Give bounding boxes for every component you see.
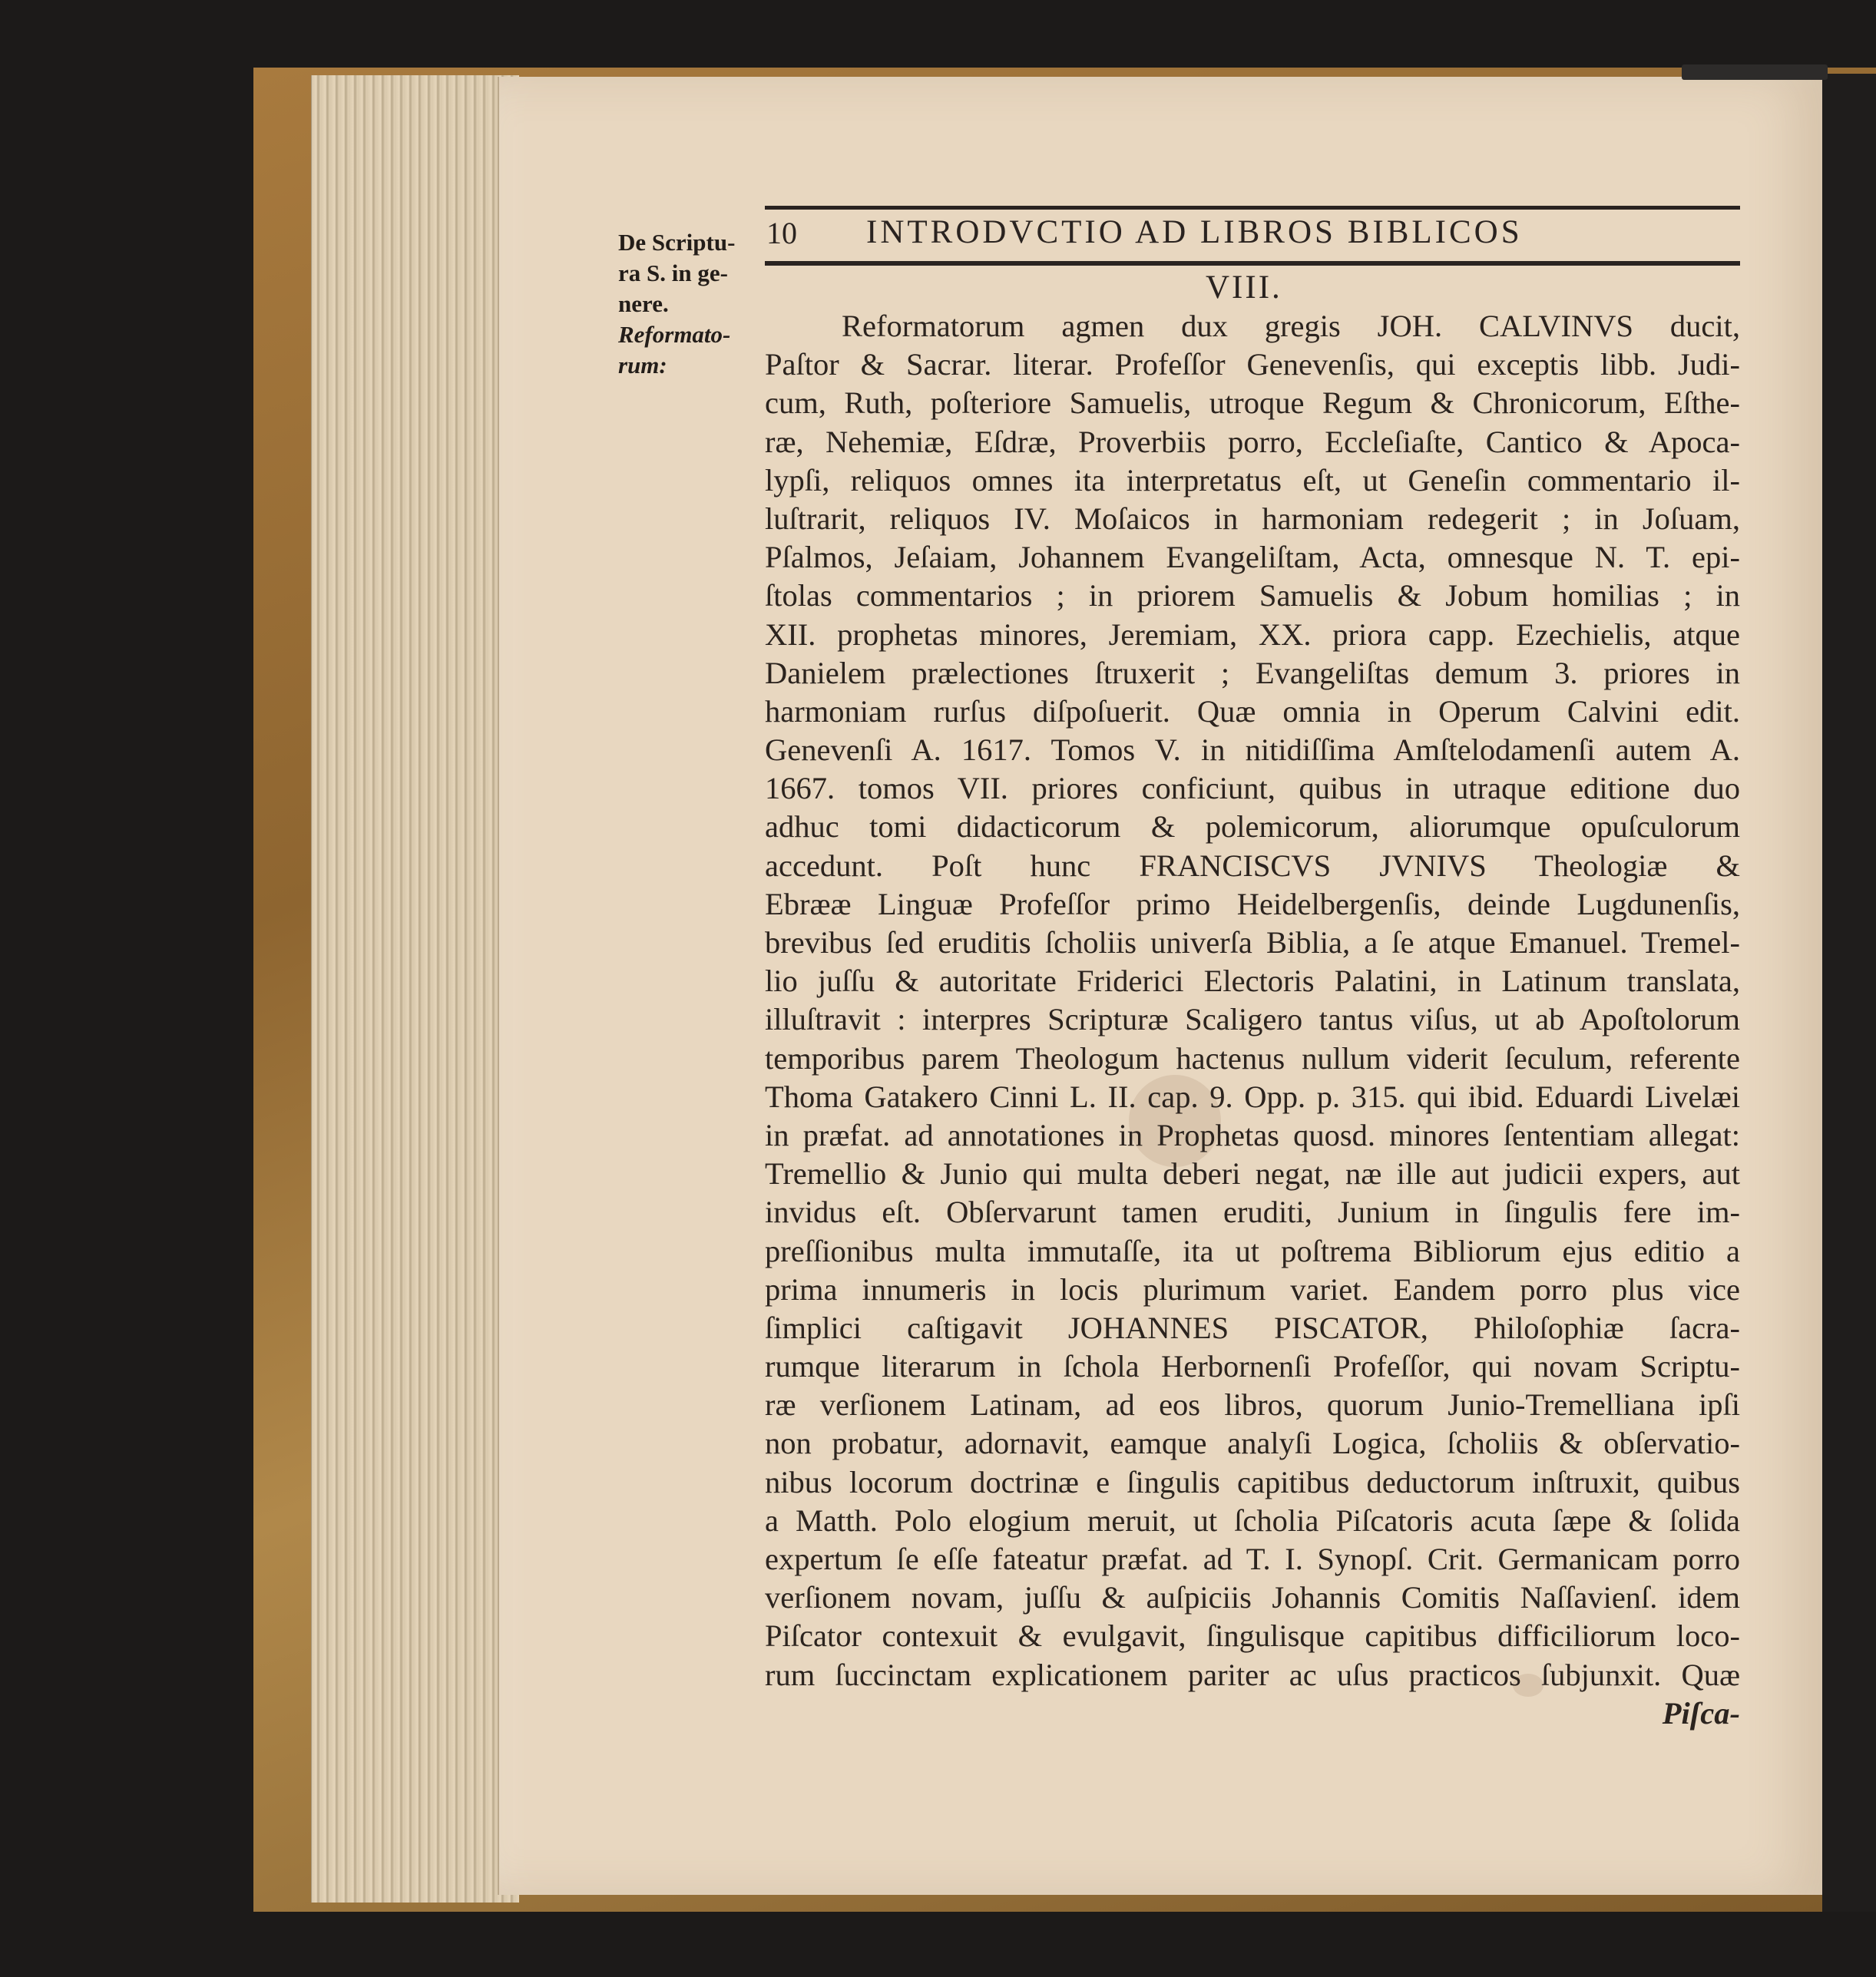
catchword: Piſca-: [1662, 1695, 1740, 1731]
header-rule-top: [765, 206, 1740, 210]
text-line: Reformatorum agmen dux gregis JOH. CALVINVS ducit,: [842, 309, 1740, 343]
text-line: non probatur, adornavit, eamque analyſi Logica, ſcholiis & obſervatio-: [765, 1426, 1740, 1461]
text-line: lypſi, reliquos omnes ita interpretatus eſt, ut Geneſin commentario il-: [765, 462, 1740, 498]
text-line: Tremellio & Junio qui multa deberi negat, næ ille aut judicii expers, aut: [765, 1156, 1740, 1192]
text-line: verſionem novam, juſſu & auſpiciis Johannis Comitis Naſſavienſ. idem: [765, 1580, 1740, 1615]
book-clip: [1682, 64, 1828, 80]
text-line: rumque literarum in ſchola Herbornenſi Profeſſor, qui novam Scriptu-: [765, 1349, 1740, 1384]
text-line: cum, Ruth, poſteriore Samuelis, utroque Regum & Chronicorum, Eſthe-: [765, 385, 1740, 421]
text-line: Ebrææ Linguæ Profeſſor primo Heidelbergenſis, deinde Lugdunenſis,: [765, 886, 1740, 921]
text-line: ræ verſionem Latinam, ad eos libros, quorum Junio-Tremelliana ipſi: [765, 1387, 1740, 1423]
running-head: [765, 213, 1740, 255]
margin-note-line: nere.: [618, 290, 669, 317]
margin-note-line: Reformato-: [618, 321, 731, 348]
text-line: Danielem prælectiones ſtruxerit ; Evangeliſtas demum 3. priores in: [765, 655, 1740, 690]
page-edges: [311, 75, 519, 1903]
margin-note-line: ra S. in ge-: [618, 260, 728, 286]
text-line: nibus locorum doctrinæ e ſingulis capitibus deductorum inſtruxit, quibus: [765, 1464, 1740, 1499]
margin-note: [618, 227, 756, 381]
text-line: Thoma Gatakero Cinni L. II. cap. 9. Opp. p. 315. qui ibid. Eduardi Livelæi: [765, 1079, 1740, 1114]
text-line: expertum ſe eſſe fateatur præfat. ad T. I. Synopſ. Crit. Germanicam porro: [765, 1542, 1740, 1576]
text-line: 1667. tomos VII. priores conficiunt, quibus in utraque editione duo: [765, 771, 1740, 806]
page-number: 10: [766, 216, 797, 250]
text-line: Genevenſi A. 1617. Tomos V. in nitidiſſima Amſtelodamenſi autem A.: [765, 732, 1740, 768]
text-line: XII. prophetas minores, Jeremiam, XX. priora capp. Ezechielis, atque: [765, 617, 1740, 652]
text-line: accedunt. Poſt hunc FRANCISCVS JVNIVS Theologiæ &: [765, 848, 1740, 883]
text-line: ræ, Nehemiæ, Eſdræ, Proverbiis porro, Eccleſiaſte, Cantico & Apoca-: [765, 424, 1740, 459]
text-line: Pſalmos, Jeſaiam, Johannem Evangeliſtam, Acta, omnesque N. T. epi-: [765, 540, 1740, 575]
text-line: in præfat. ad annotationes in Prophetas quosd. minores ſententiam allegat:: [765, 1117, 1740, 1152]
text-line: brevibus ſed eruditis ſcholiis univerſa Biblia, a ſe atque Emanuel. Tremel-: [765, 925, 1740, 960]
text-line: preſſionibus multa immutaſſe, ita ut poſtrema Bibliorum ejus editio a: [765, 1233, 1740, 1268]
text-line: a Matth. Polo elogium meruit, ut ſcholia Piſcatoris acuta ſæpe & ſolida: [765, 1503, 1740, 1538]
text-line: Piſcator contexuit & evulgavit, ſingulisque capitibus difficiliorum loco-: [765, 1618, 1740, 1654]
text-line: temporibus parem Theologum hactenus nullum viderit ſeculum, referente: [765, 1040, 1740, 1076]
text-line: Paſtor & Sacrar. literar. Profeſſor Genevenſis, qui exceptis libb. Judi-: [765, 347, 1740, 382]
running-title: INTRODVCTIO AD LIBROS BIBLICOS: [866, 214, 1523, 250]
text-line: adhuc tomi didacticorum & polemicorum, aliorumque opuſculorum: [765, 809, 1740, 845]
text-line: rum ſuccinctam explicationem pariter ac uſus practicos ſubjunxit. Quæ: [765, 1657, 1740, 1692]
body-text: [765, 307, 1740, 1733]
text-line: ſtolas commentarios ; in priorem Samuelis & Jobum homilias ; in: [765, 578, 1740, 613]
text-line: harmoniam rurſus diſpoſuerit. Quæ omnia in Operum Calvini edit.: [765, 693, 1740, 729]
text-line: ſimplici caſtigavit JOHANNES PISCATOR, Philoſophiæ ſacra-: [765, 1310, 1740, 1345]
right-page-edge: [1822, 74, 1876, 1912]
margin-note-line: De Scriptu-: [618, 229, 736, 256]
text-line: invidus eſt. Obſervarunt tamen eruditi, Junium in ſingulis fere im-: [765, 1195, 1740, 1230]
text-line: lio juſſu & autoritate Friderici Electoris Palatini, in Latinum translata,: [765, 964, 1740, 999]
text-line: luſtrarit, reliquos IV. Moſaicos in harmoniam redegerit ; in Joſuam,: [765, 501, 1740, 536]
margin-note-line: rum:: [618, 352, 667, 379]
header-rule-bottom: [765, 261, 1740, 266]
section-number: VIII.: [1206, 269, 1282, 306]
text-line: prima innumeris in locis plurimum variet. Eandem porro plus vice: [765, 1271, 1740, 1307]
text-line: illuſtravit : interpres Scripturæ Scaligero tantus viſus, ut ab Apoſtolorum: [765, 1002, 1740, 1037]
